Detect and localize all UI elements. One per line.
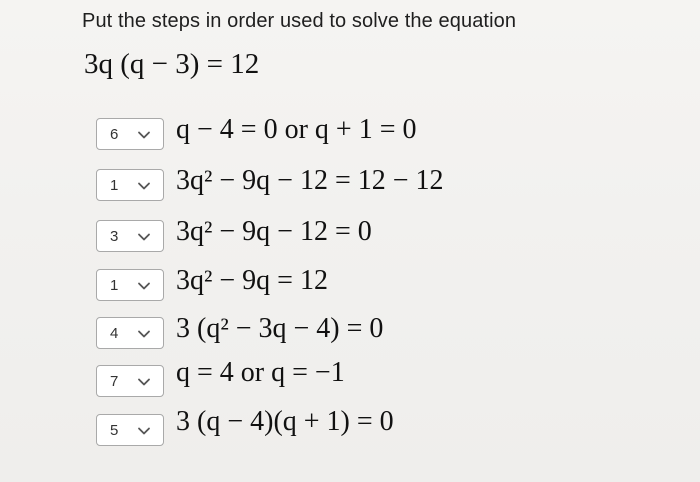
step-order-select[interactable] — [96, 118, 164, 150]
step-order-value: 4 — [110, 325, 119, 342]
equation-text: 3q (q − 3) = 12 — [84, 48, 260, 80]
step-row — [0, 406, 700, 446]
step-row — [0, 163, 700, 203]
step-row — [0, 214, 700, 254]
step-order-value: 1 — [110, 177, 119, 194]
step-row — [0, 114, 700, 154]
step-order-select[interactable] — [96, 414, 164, 446]
step-order-select[interactable] — [96, 365, 164, 397]
step-expression: q = 4 or q = −1 — [176, 357, 345, 388]
step-expression: 3q² − 9q = 12 — [176, 265, 328, 296]
step-row — [0, 311, 700, 351]
step-expression: 3q² − 9q − 12 = 12 − 12 — [176, 165, 444, 196]
step-row — [0, 357, 700, 397]
step-expression: 3q² − 9q − 12 = 0 — [176, 216, 372, 247]
step-order-value: 3 — [110, 228, 119, 245]
step-row — [0, 263, 700, 303]
step-order-value: 7 — [110, 373, 119, 390]
step-expression: 3 (q² − 3q − 4) = 0 — [176, 313, 384, 344]
chevron-down-icon — [137, 128, 151, 142]
step-order-select[interactable] — [96, 169, 164, 201]
chevron-down-icon — [137, 375, 151, 389]
question-equation — [84, 48, 259, 81]
chevron-down-icon — [137, 424, 151, 438]
chevron-down-icon — [137, 230, 151, 244]
question-prompt: Put the steps in order used to solve the equation — [82, 10, 517, 32]
step-expression: 3 (q − 4)(q + 1) = 0 — [176, 406, 394, 437]
step-order-select[interactable] — [96, 220, 164, 252]
step-order-select[interactable] — [96, 269, 164, 301]
step-order-value: 6 — [110, 126, 119, 143]
chevron-down-icon — [137, 327, 151, 341]
step-order-value: 1 — [110, 277, 119, 294]
step-expression: q − 4 = 0 or q + 1 = 0 — [176, 114, 417, 145]
chevron-down-icon — [137, 179, 151, 193]
step-order-select[interactable] — [96, 317, 164, 349]
chevron-down-icon — [137, 279, 151, 293]
step-order-value: 5 — [110, 422, 119, 439]
